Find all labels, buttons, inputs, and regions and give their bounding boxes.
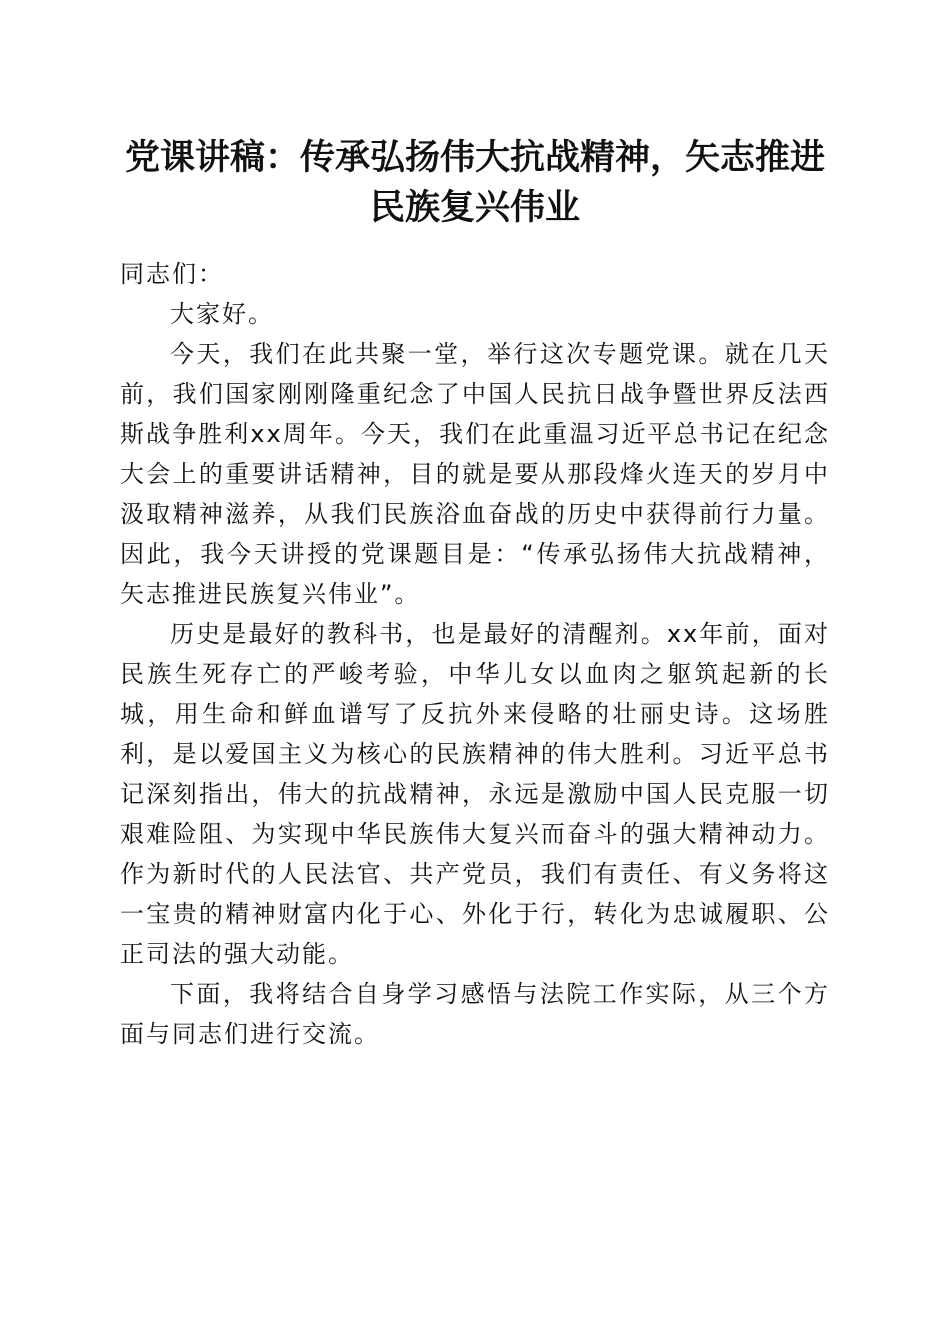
paragraph-history: 历史是最好的教科书，也是最好的清醒剂。xx年前，面对民族生死存亡的严峻考验，中华儿女以血肉之躯筑起新的长城，用生命和鲜血谱写了反抗外来侵略的壮丽史诗。这场胜利，是以爱国主义为核心的民族精神的伟大胜利。习近平总书记深刻指出，伟大的抗战精神，永远是激励中国人民克服一切艰难险阻、为实现中华民族伟大复兴而奋斗的强大精神动力。作为新时代的人民法官、共产党员，我们有责任、有义务将这一宝贵的精神财富内化于心、外化于行，转化为忠诚履职、公正司法的强大动能。 (120, 620, 830, 968)
document-body (120, 254, 830, 1054)
document-title (100, 133, 850, 233)
title-line-1: 党课讲稿：传承弘扬伟大抗战精神，矢志推进 (124, 137, 825, 178)
title-line-2: 民族复兴伟业 (369, 187, 580, 228)
salutation: 同志们： (120, 260, 224, 288)
paragraph-introduction: 今天，我们在此共聚一堂，举行这次专题党课。就在几天前，我们国家刚刚隆重纪念了中国人民抗日战争暨世界反法西斯战争胜利xx周年。今天，我们在此重温习近平总书记在纪念大会上的重要讲话精神，目的就是要从那段烽火连天的岁月中汲取精神滋养，从我们民族浴血奋战的历史中获得前行力量。因此，我今天讲授的党课题目是：“传承弘扬伟大抗战精神，矢志推进民族复兴伟业”。 (120, 340, 830, 608)
paragraph-outline: 下面，我将结合自身学习感悟与法院工作实际，从三个方面与同志们进行交流。 (120, 980, 830, 1048)
paragraph-greeting: 大家好。 (170, 300, 274, 328)
